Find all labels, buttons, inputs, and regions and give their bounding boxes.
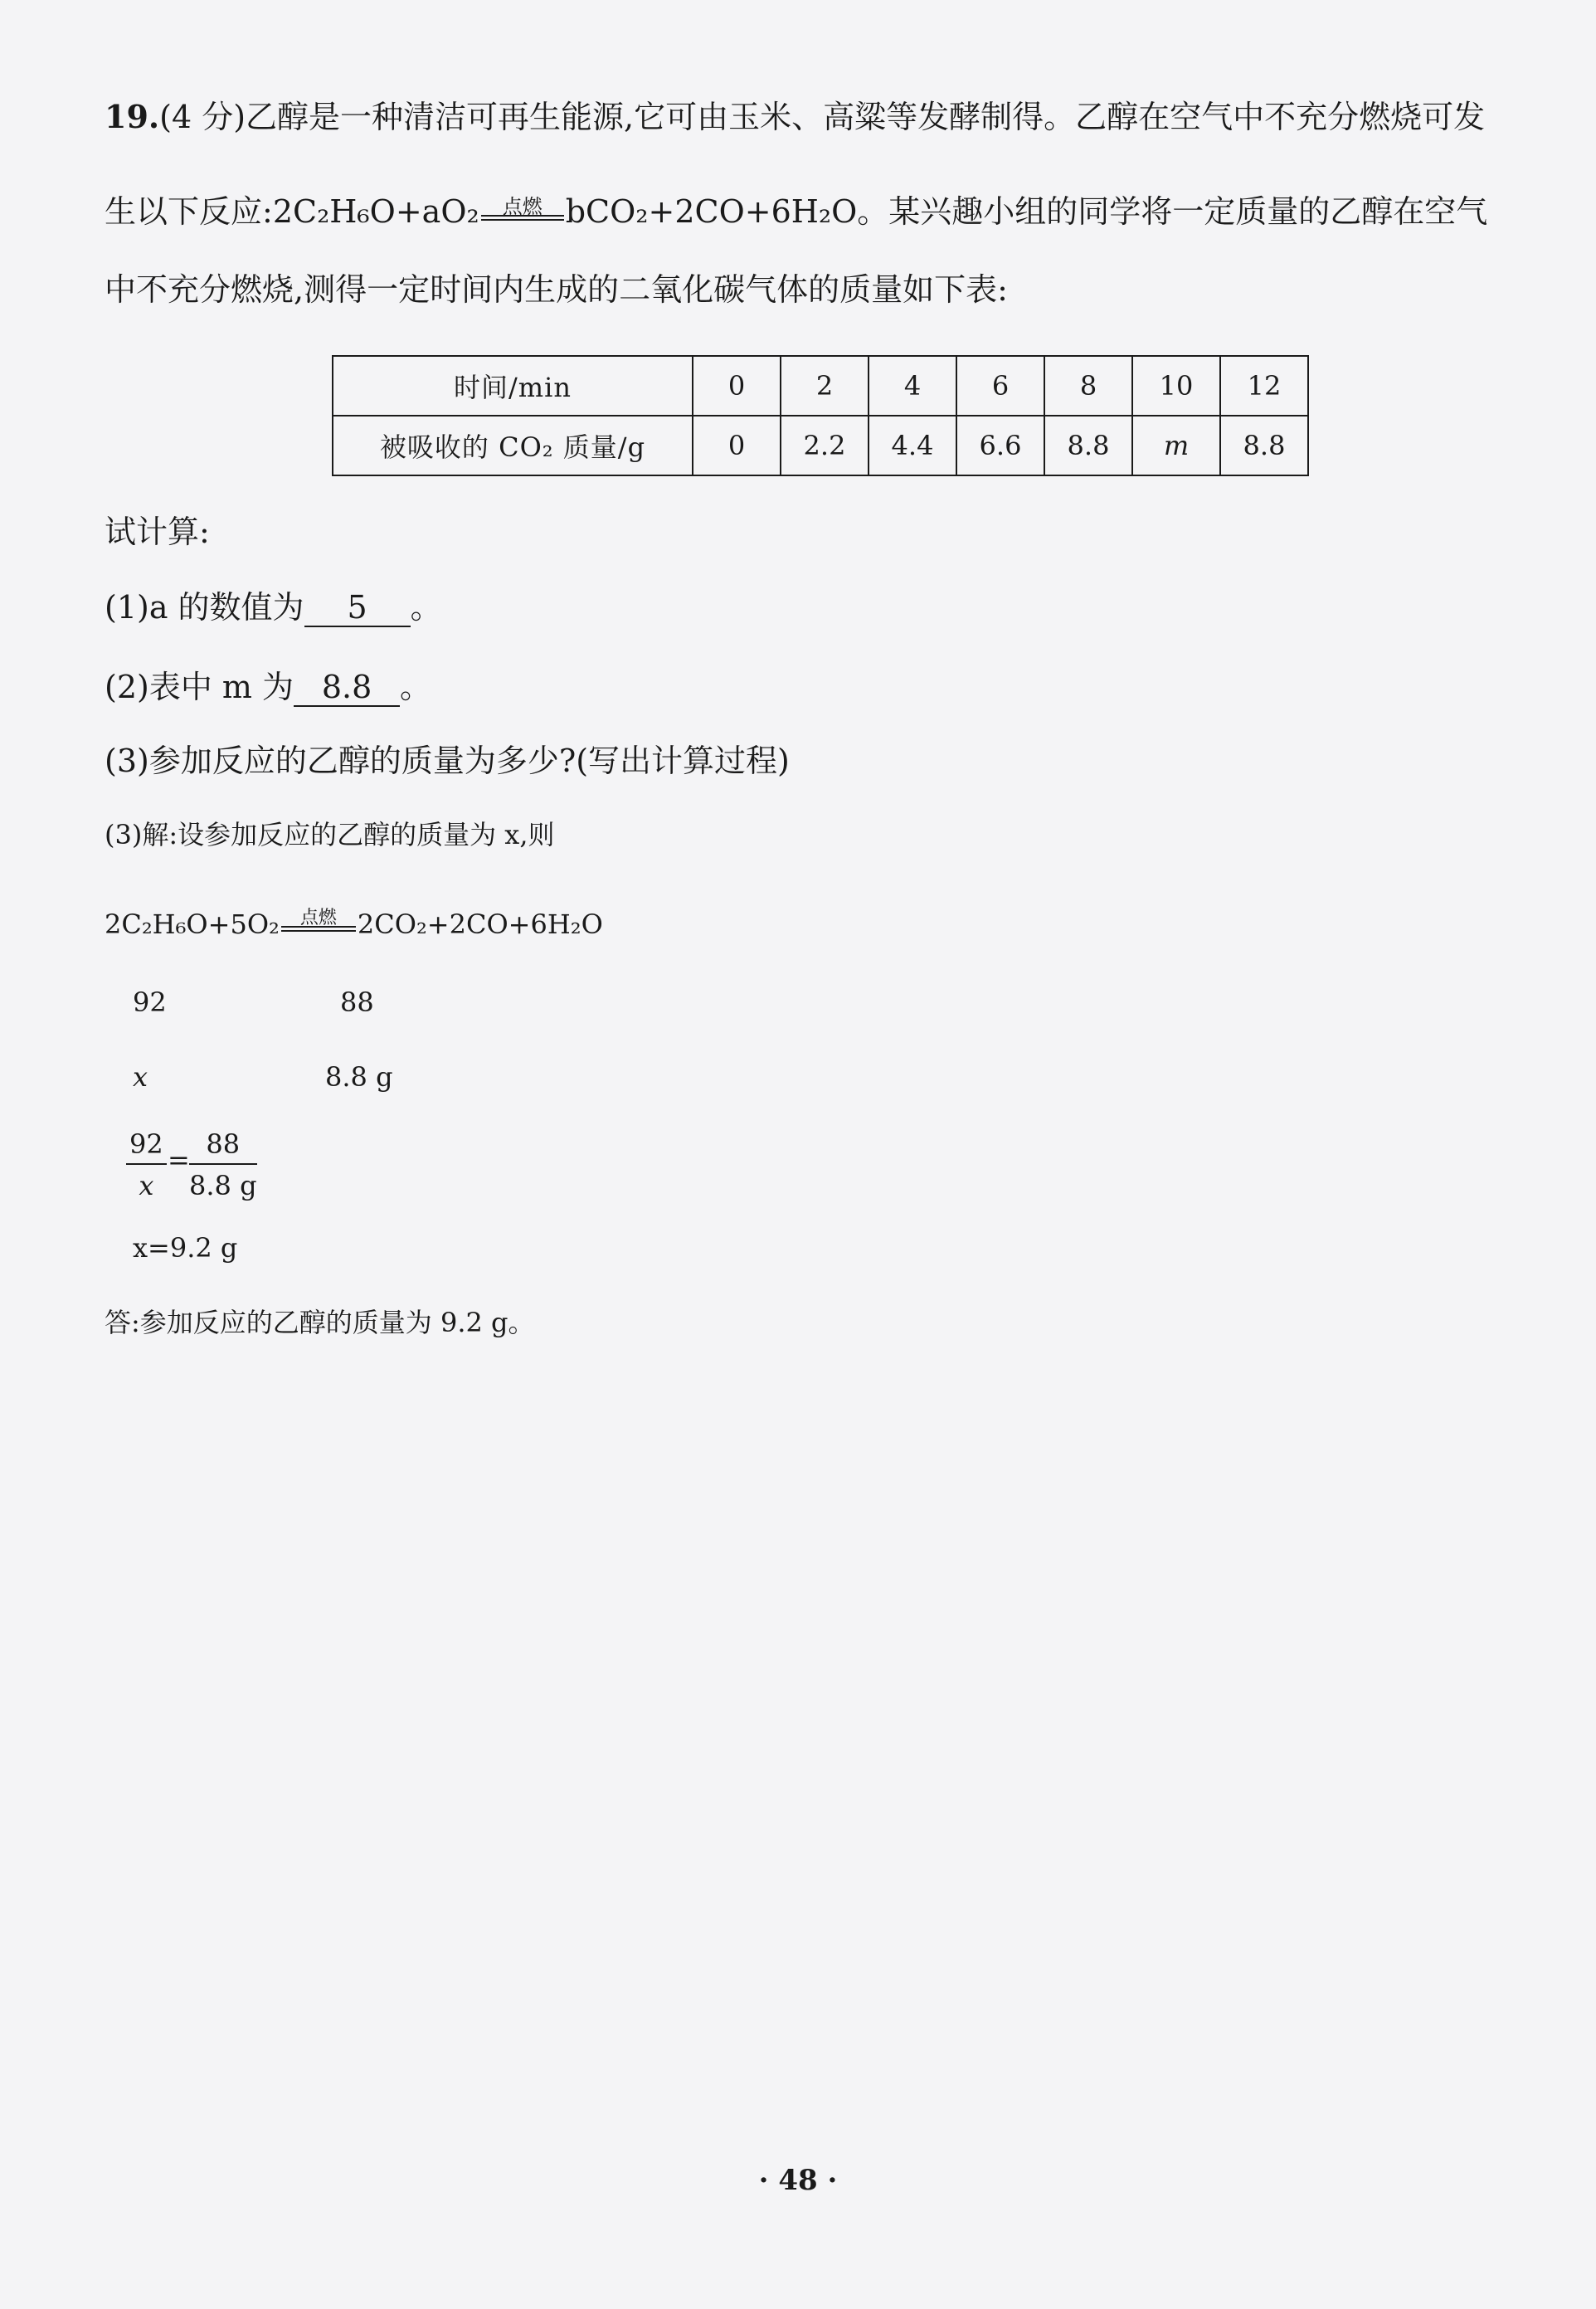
molar-mass-ethanol: 92 bbox=[133, 986, 167, 1018]
ratio-left-fraction bbox=[126, 1128, 167, 1201]
solution-answer: 答:参加反应的乙醇的质量为 9.2 g。 bbox=[105, 1307, 535, 1338]
ratio-right-denominator: 8.8 g bbox=[189, 1170, 257, 1201]
table-cell: m bbox=[1132, 416, 1220, 475]
reaction-lhs: 2C₂H₆O+aO₂ bbox=[272, 193, 479, 230]
table-cell: 8 bbox=[1044, 356, 1132, 416]
reaction-equals-bars bbox=[481, 215, 564, 221]
question-line-2 bbox=[105, 193, 1488, 230]
reaction-rhs: bCO₂+2CO+6H₂O bbox=[565, 193, 858, 230]
solution-equals-bars bbox=[281, 926, 356, 932]
unknown-x: x bbox=[133, 1061, 148, 1093]
table-cell: 4 bbox=[869, 356, 956, 416]
table-cell: 10 bbox=[1132, 356, 1220, 416]
ratio-equals: = bbox=[168, 1144, 190, 1176]
ratio-left-denominator: x bbox=[139, 1170, 154, 1201]
sub-question-2 bbox=[105, 670, 431, 707]
table-cell: 8.8 bbox=[1044, 416, 1132, 475]
solution-result: x=9.2 g bbox=[133, 1232, 238, 1264]
solution-condition: 点燃 bbox=[299, 908, 337, 928]
table-row-mass bbox=[333, 416, 1308, 475]
molar-mass-co2: 88 bbox=[340, 986, 374, 1018]
table-cell: 2 bbox=[781, 356, 869, 416]
co2-data-table bbox=[332, 355, 1309, 476]
question-number: 19. bbox=[105, 98, 160, 135]
table-cell: 0 bbox=[693, 416, 781, 475]
question-line-1 bbox=[105, 98, 1486, 135]
ratio-right-fraction bbox=[189, 1128, 257, 1201]
question-intro-3: 中不充分燃烧,测得一定时间内生成的二氧化碳气体的质量如下表: bbox=[105, 271, 1008, 308]
question-intro-1: (4 分)乙醇是一种清洁可再生能源,它可由玉米、高粱等发酵制得。乙醇在空气中不充分燃烧可发 bbox=[159, 99, 1486, 135]
solution-arrow bbox=[281, 908, 356, 938]
sub-question-1 bbox=[105, 591, 442, 627]
answer-blank-m: 8.8 bbox=[294, 670, 400, 707]
sub-question-1-label: (1)a 的数值为 bbox=[105, 589, 304, 626]
question-intro-2-prefix: 生以下反应: bbox=[105, 193, 273, 230]
answer-blank-a: 5 bbox=[304, 591, 411, 627]
table-cell: 0 bbox=[693, 356, 781, 416]
ratio-right-numerator: 88 bbox=[189, 1128, 257, 1165]
question-line-3 bbox=[105, 271, 1008, 308]
solution-eq-lhs: 2C₂H₆O+5O₂ bbox=[105, 908, 280, 940]
sub-question-2-label: (2)表中 m 为 bbox=[105, 669, 294, 705]
sub-question-1-end: 。 bbox=[410, 589, 442, 626]
table-header-time: 时间/min bbox=[333, 356, 693, 416]
table-header-mass: 被吸收的 CO₂ 质量/g bbox=[333, 416, 693, 475]
table-cell: 8.8 bbox=[1220, 416, 1308, 475]
reaction-condition: 点燃 bbox=[502, 195, 543, 218]
table-cell: 12 bbox=[1220, 356, 1308, 416]
sub-question-2-end: 。 bbox=[400, 669, 432, 705]
sub-question-3: (3)参加反应的乙醇的质量为多少?(写出计算过程) bbox=[105, 743, 790, 779]
ratio-left-numerator: 92 bbox=[126, 1128, 167, 1165]
reaction-arrow bbox=[481, 195, 564, 227]
table-cell: 6 bbox=[956, 356, 1044, 416]
solution-eq-rhs: 2CO₂+2CO+6H₂O bbox=[357, 908, 603, 940]
co2-mass: 8.8 g bbox=[325, 1061, 393, 1093]
solution-equation bbox=[105, 908, 603, 940]
page-number: · 48 · bbox=[758, 2164, 838, 2197]
prompt-text: 试计算: bbox=[105, 514, 210, 550]
question-intro-2-suffix: 。某兴趣小组的同学将一定质量的乙醇在空气 bbox=[857, 193, 1488, 230]
solution-intro: (3)解:设参加反应的乙醇的质量为 x,则 bbox=[105, 819, 555, 850]
table-cell: 2.2 bbox=[781, 416, 869, 475]
table-cell: 4.4 bbox=[869, 416, 956, 475]
table-row-time bbox=[333, 356, 1308, 416]
table-cell: 6.6 bbox=[956, 416, 1044, 475]
